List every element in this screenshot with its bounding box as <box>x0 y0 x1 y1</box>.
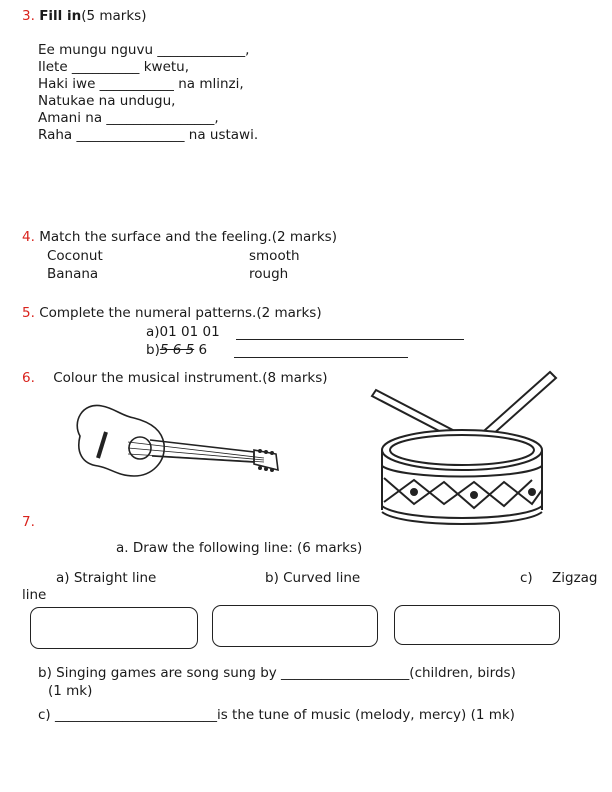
q6-text: Colour the musical instrument.(8 marks) <box>53 370 328 386</box>
q4-text: Match the surface and the feeling.(2 marks) <box>39 229 337 245</box>
q7-number: 7. <box>22 514 35 530</box>
q7-b-marks: (1 mk) <box>48 683 93 699</box>
drum-picture <box>362 370 562 530</box>
q4-right-1: smooth <box>249 248 300 264</box>
q6-heading <box>22 370 328 386</box>
guitar-tuning-pegs <box>258 449 274 472</box>
q5-a-label: a) <box>146 324 160 340</box>
q6-number: 6. <box>22 370 35 386</box>
q3-title: Fill in <box>39 8 82 24</box>
q7-line-c-label: c) <box>520 570 533 586</box>
q3-line-1: Ee mungu nguvu _____________, <box>38 42 250 58</box>
q7-line-b-label: b) Curved line <box>265 570 361 586</box>
q3-line-3: Haki iwe ___________ na mlinzi, <box>38 76 244 92</box>
q5-b-crossed: 5 6 5 <box>159 342 195 358</box>
q5-b <box>146 342 207 358</box>
q5-text: Complete the numeral patterns.(2 marks) <box>39 305 322 321</box>
q5-b-label: b) <box>146 342 160 358</box>
straight-line-drawing-box[interactable] <box>30 607 198 649</box>
q3-line-4: Natukae na undugu, <box>38 93 176 109</box>
q4-left-1: Coconut <box>47 248 103 264</box>
q7-c-text: c) ________________________is the tune of music (melody, mercy) (1 mk) <box>38 707 515 723</box>
q7-b-text: b) Singing games are song sung by ___________________(children, birds) <box>38 665 516 681</box>
q7-sub-a: a. Draw the following line: (6 marks) <box>116 540 363 556</box>
q4-left-2: Banana <box>47 266 99 282</box>
q3-line-6: Raha ________________ na ustawi. <box>38 127 259 143</box>
drum-zigzag <box>384 478 542 508</box>
q3-line-2: Ilete __________ kwetu, <box>38 59 190 75</box>
q5-b-tail: 6 <box>194 342 208 358</box>
q3-heading <box>22 8 146 24</box>
q7-line-a-label: a) Straight line <box>56 570 157 586</box>
guitar-bridge <box>98 432 106 458</box>
q7-line-c-wrap: line <box>22 587 47 603</box>
q5-a <box>146 324 220 340</box>
q4-right-2: rough <box>249 266 289 282</box>
q4-number: 4. <box>22 229 35 245</box>
q5-number: 5. <box>22 305 35 321</box>
q5-a-pattern: 01 01 01 <box>159 324 220 340</box>
q5-heading <box>22 305 322 321</box>
q3-line-5: Amani na ________________, <box>38 110 219 126</box>
q3-marks: (5 marks) <box>81 8 147 24</box>
q7-line-c-word: Zigzag <box>552 570 598 586</box>
q4-heading <box>22 229 337 245</box>
guitar-picture <box>68 396 288 488</box>
zigzag-line-drawing-box[interactable] <box>394 605 560 645</box>
q5-a-answer-line <box>236 339 464 340</box>
curved-line-drawing-box[interactable] <box>212 605 378 647</box>
q3-number: 3. <box>22 8 35 24</box>
drum-bottom-rim <box>382 506 542 524</box>
q5-b-answer-line <box>234 357 408 358</box>
